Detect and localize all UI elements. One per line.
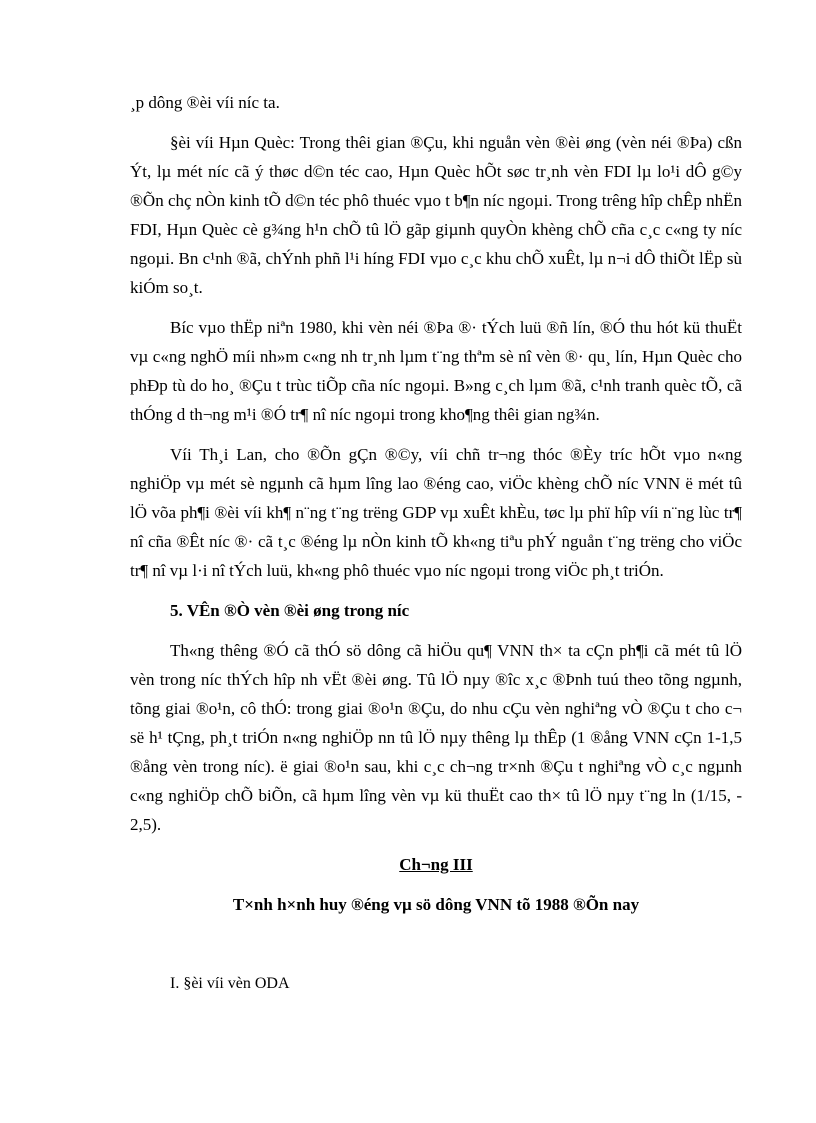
subheading-oda: I. §èi víi vèn ODA (170, 975, 290, 992)
paragraph-continuation: ¸p dông ®èi víi níc ta. (130, 93, 280, 112)
chapter-subtitle: T×nh h×nh huy ®éng vµ sö dông VNN tõ 1988 ®Õn nay (232, 895, 640, 914)
paragraph-counterpart-capital: Th«ng thêng ®Ó cã thÓ sö dông cã hiÖu qu¶ VNN th× ta cÇn ph¶i cã mét tû lÖ vèn trong níc thÝch hîp nh vËt ®èi øng. Tû lÖ nµy ®îc x¸c ®Þnh tuú theo tõng ngµnh, tõng giai ®o¹n, cô thÓ: trong giai ®o¹n ®Çu, do nhu cÇu vèn nghiªng vÒ ®Çu t cho c¬ së h¹ tÇng, ph¸t triÓn n«ng nghiÖp nn tû lÖ nµy thêng lµ thÊp (1 ®ång VNN cÇn 1-1,5 ®ång vèn trong níc). ë giai ®o¹n sau, khi c¸c ch¬ng tr×nh ®Çu t nghiªng vÒ c¸c ngµnh c«ng nghiÖp chÕ biÕn, cã hµm lîng vèn vµ kü thuËt cao th× tû lÖ nµy t¨ng ln (1/15, - 2,5). (130, 641, 742, 834)
chapter-title: Ch¬ng III (399, 855, 473, 874)
page-content (130, 88, 742, 1009)
paragraph-korea-1980s: Bíc vµo thËp niªn 1980, khi vèn néi ®Þa ®· tÝch luü ®ñ lín, ®Ó thu hót kü thuËt vµ c«ng nghÖ míi nh»m c«ng nh tr¸nh lµm t¨ng thªm sè nî vèn ®· qu¸ lín, Hµn Quèc cho phÐp tù do ho¸ ®Çu t trùc tiÕp cña níc ngoµi. B»ng c¸ch lµm ®ã, c¹nh tranh quèc tÕ, cã thÓng d th¬ng m¹i ®Ó tr¶ nî níc ngoµi trong kho¶ng thêi gian ng¾n. (130, 318, 742, 424)
section-title: 5. VÊn ®Ò vèn ®èi øng trong níc (170, 601, 410, 620)
paragraph-korea-early: §èi víi Hµn Quèc: Trong thêi gian ®Çu, khi nguån vèn ®èi øng (vèn néi ®Þa) cßn Ýt, lµ mét níc cã ý thøc d©n téc cao, Hµn Quèc hÕt søc tr¸nh vèn FDI lµ lo¹i dÔ g©y ®Õn chç nÒn kinh tÕ d©n téc phô thuéc vµo t b¶n níc ngoµi. Trong trêng hîp chÊp nhËn FDI, Hµn Quèc cè g¾ng h¹n chÕ tû lÖ gãp giµnh quyÒn khèng chÕ cña c¸c c«ng ty níc ngoµi. Bn c¹nh ®ã, chÝnh phñ l¹i híng FDI vµo c¸c khu chÕ xuÊt, lµ n¬i dÔ thiÕt lËp sù kiÓm so¸t. (130, 133, 742, 297)
paragraph-thailand: Víi Th¸i Lan, cho ®Õn gÇn ®©y, víi chñ tr¬ng thóc ®Èy tríc hÕt vµo n«ng nghiÖp vµ mét sè ngµnh cã hµm lîng lao ®éng cao, viÖc khèng chÕ níc VNN ë mét tû lÖ võa ph¶i ®èi víi kh¶ n¨ng t¨ng trëng GDP vµ xuÊt khÈu, tøc lµ phï hîp víi n¨ng lùc tr¶ nî cña ®Êt níc ®· cã t¸c ®éng lµ nÒn kinh tÕ kh«ng tiªu phÝ nguån t¨ng trëng cho viÖc tr¶ nî vµ l·i nî tÝch luü, kh«ng phô thuéc vµo níc ngoµi trong viÖc ph¸t triÓn. (130, 445, 742, 580)
